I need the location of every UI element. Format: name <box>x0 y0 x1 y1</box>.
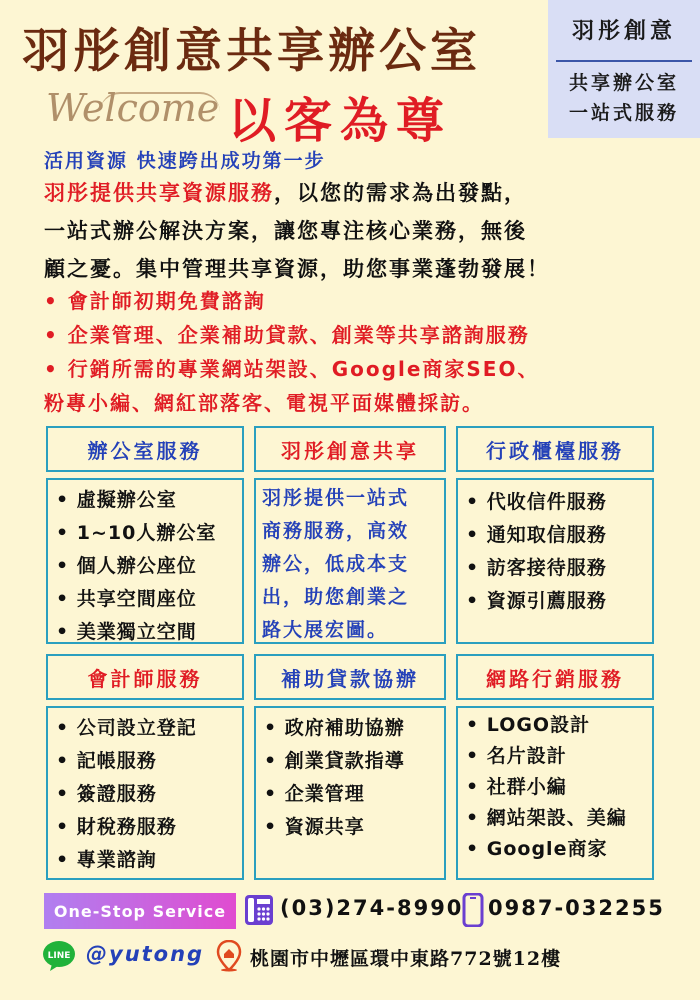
brand-tag-line2: 一站式服務 <box>568 102 679 124</box>
list-item: • 美業獨立空間 <box>56 621 197 643</box>
list-item: • 虛擬辦公室 <box>56 489 177 511</box>
brand-name: 羽彤創意 <box>571 19 676 44</box>
share-header: 羽彤創意共享 <box>254 426 446 472</box>
mobile-phone-icon <box>462 893 484 931</box>
intro-paragraph <box>44 174 684 288</box>
intro-line-3: 顧之憂。集中管理共享資源，助您事業蓬勃發展！ <box>44 257 550 281</box>
list-item: • 訪客接待服務 <box>466 557 607 579</box>
list-item: • 1~10人辦公室 <box>56 522 217 544</box>
welcome-script: Welcome <box>46 86 220 130</box>
share-line: 商務服務，高效 <box>262 520 410 542</box>
list-item: • 通知取信服務 <box>466 524 607 546</box>
list-item: • 企業管理 <box>264 783 365 805</box>
desk-phone-icon <box>244 893 274 931</box>
share-line: 羽彤提供一站式 <box>262 487 410 509</box>
tagline: 活用資源 快速跨出成功第一步 <box>44 150 326 172</box>
line-label: LINE <box>47 951 71 961</box>
admin-services-list <box>456 478 654 644</box>
list-item: • 名片設計 <box>466 745 567 767</box>
list-item: • 社群小編 <box>466 776 567 798</box>
list-item: • LOGO設計 <box>466 714 591 736</box>
marketing-services-header: 網路行銷服務 <box>456 654 654 700</box>
list-item: • 資源共享 <box>264 816 365 838</box>
line-id[interactable]: @yutong <box>86 942 205 966</box>
motto: 以客為尊 <box>228 93 453 149</box>
marketing-services-list <box>456 706 654 880</box>
office-services-header: 辦公室服務 <box>46 426 244 472</box>
list-item: • 資源引薦服務 <box>466 590 607 612</box>
share-line: 路大展宏圖。 <box>262 619 389 641</box>
phone-number[interactable]: (03)274-8990 <box>280 896 464 920</box>
bullet-item: • 會計師初期免費諮詢 <box>44 289 266 313</box>
intro-highlight: 羽彤提供共享資源服務 <box>44 181 274 205</box>
list-item: • 共享空間座位 <box>56 588 197 610</box>
list-item: • 政府補助協辦 <box>264 717 405 739</box>
office-services-list <box>46 478 244 644</box>
brand-tag-line1: 共享辦公室 <box>568 72 679 94</box>
list-item: • 個人辦公座位 <box>56 555 197 577</box>
bullet-item: 粉專小編、網紅部落客、電視平面媒體採訪。 <box>44 391 484 415</box>
share-line: 辦公，低成本支 <box>262 553 410 575</box>
feature-bullets <box>44 284 684 420</box>
bullet-item: • 企業管理、企業補助貸款、創業等共享諮詢服務 <box>44 323 530 347</box>
line-app-icon <box>42 940 76 976</box>
list-item: • 專業諮詢 <box>56 849 157 871</box>
share-line: 出，助您創業之 <box>262 586 410 608</box>
loan-assist-list <box>254 706 446 880</box>
list-item: • 公司設立登記 <box>56 717 197 739</box>
brand-divider <box>556 60 692 62</box>
intro-line-1 <box>44 174 684 212</box>
list-item: • Google商家 <box>466 838 608 860</box>
one-stop-badge: One-Stop Service <box>44 893 236 929</box>
intro-line-2: 一站式辦公解決方案，讓您專注核心業務，無後 <box>44 219 527 243</box>
list-item: • 財稅務服務 <box>56 816 177 838</box>
accounting-services-list <box>46 706 244 880</box>
intro-line-1-rest: ，以您的需求為出發點， <box>274 181 527 205</box>
location-pin-icon <box>216 940 242 976</box>
list-item: • 創業貸款指導 <box>264 750 405 772</box>
list-item: • 代收信件服務 <box>466 491 607 513</box>
list-item: • 簽證服務 <box>56 783 157 805</box>
admin-services-header: 行政櫃檯服務 <box>456 426 654 472</box>
bullet-item: • 行銷所需的專業網站架設、Google商家SEO、 <box>44 357 540 381</box>
mobile-number[interactable]: 0987-032255 <box>488 896 665 920</box>
list-item: • 網站架設、美編 <box>466 807 627 829</box>
brand-box <box>548 0 700 138</box>
accounting-services-header: 會計師服務 <box>46 654 244 700</box>
address: 桃園市中壢區環中東路772號12樓 <box>250 948 562 970</box>
loan-assist-header: 補助貸款協辦 <box>254 654 446 700</box>
share-description <box>254 478 446 644</box>
brand-tagline <box>548 68 700 128</box>
list-item: • 記帳服務 <box>56 750 157 772</box>
page-title: 羽彤創意共享辦公室 <box>22 24 481 79</box>
